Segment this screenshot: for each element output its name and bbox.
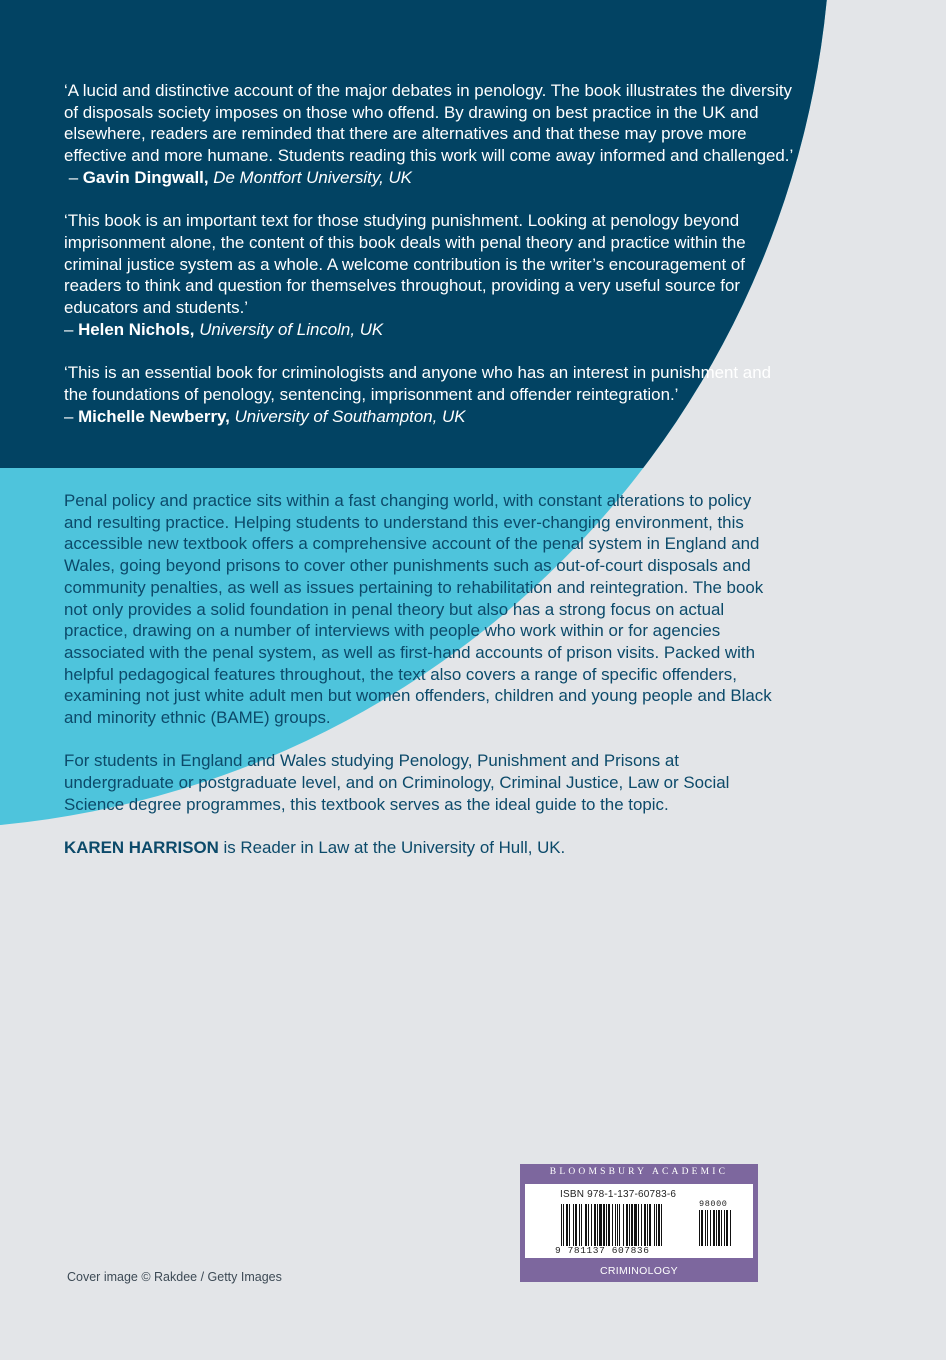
review-author: Gavin Dingwall, — [82, 167, 209, 187]
barcode-bar — [718, 1210, 720, 1246]
barcode-bar — [644, 1204, 646, 1246]
barcode-bar — [599, 1204, 602, 1246]
review-quote: ‘A lucid and distinctive account of the major debates in penology. The book illustrates the diversity of disposals society imposes on those who offend. By drawing on best practice in the UK and elsewhere, readers are reminded that there are alternatives and that these may prove more effective and more humane. Students reading this work will come away informed and challenged.’ – Gavin Dingwall, De Montfort University, UK — [64, 81, 793, 187]
isbn-label: ISBN 978-1-137-60783-6 — [560, 1189, 677, 1200]
barcode-bar — [626, 1204, 628, 1246]
book-description — [64, 490, 784, 881]
barcode-bar — [597, 1204, 598, 1246]
barcode-bar — [634, 1204, 637, 1246]
barcode-bar — [661, 1204, 662, 1246]
barcode-bar — [617, 1204, 618, 1246]
barcode-bar — [701, 1210, 703, 1246]
barcode-bar — [730, 1210, 731, 1246]
barcode-bar — [608, 1204, 610, 1246]
barcode-bar — [581, 1204, 582, 1246]
barcode-bar — [579, 1204, 580, 1246]
barcode-bar — [575, 1204, 577, 1246]
author-bio: KAREN HARRISON is Reader in Law at the University of Hull, UK. — [64, 838, 566, 858]
barcode-bar — [619, 1204, 620, 1246]
barcode-bar — [713, 1210, 715, 1246]
description-paragraph: Penal policy and practice sits within a fast changing world, with constant alterations to policy and resulting practice. Helping students to understand this ever-changing environment, this accessible new textbook offers a comprehensive account of the penal system in England and Wales, going beyond prisons to cover other punishments such as out-of-court disposals and community penalties, as well as issues pertaining to rehabilitation and reintegration. The book not only provides a solid foundation in penal theory but also has a strong focus on actual practice, drawing on a number of interviews with people who work within or for agencies associated with the penal system, as well as first-hand accounts of prison visits. Packed with helpful pedagogical features throughout, the text also covers a range of specific offenders, examining not just white adult men but women offenders, children and young people and Black and minority ethnic (BAME) groups. — [64, 491, 772, 728]
author-name: KAREN HARRISON — [64, 838, 219, 858]
audience-paragraph: For students in England and Wales studying Penology, Punishment and Prisons at undergraduate or postgraduate level, and on Criminology, Criminal Justice, Law or Social Science degree programmes, this textbook serves as the ideal guide to the topic. — [64, 751, 730, 814]
barcode-digits: 9 781137 607836 — [555, 1245, 650, 1256]
review-quote: ‘This is an essential book for criminologists and anyone who has an interest in punishment and the foundations of penology, sentencing, imprisonment and offender reintegration.’ – Michelle Newberry, University of Southampton, UK — [64, 363, 771, 426]
barcode-bar — [573, 1204, 574, 1246]
barcode-bar — [716, 1210, 717, 1246]
barcode-bar — [591, 1204, 592, 1246]
barcode-bar — [705, 1210, 706, 1246]
barcode-bar — [561, 1204, 562, 1246]
addon-digits: 98000 — [699, 1199, 728, 1209]
barcode-bar — [699, 1210, 700, 1246]
isbn-panel — [520, 1164, 758, 1282]
barcode-bar — [726, 1210, 728, 1246]
barcode-bar — [585, 1204, 587, 1246]
cover-image-credit: Cover image © Rakdee / Getty Images — [67, 1270, 282, 1284]
barcode-bar — [724, 1210, 725, 1246]
barcode-bar — [603, 1204, 605, 1246]
barcode-bar — [569, 1204, 570, 1246]
barcode-box — [525, 1184, 753, 1258]
review-affiliation: De Montfort University, UK — [213, 167, 412, 187]
barcode-bar — [654, 1204, 655, 1246]
review-affiliation: University of Southampton, UK — [234, 406, 466, 426]
barcode-bar — [638, 1204, 639, 1246]
barcode-bar — [707, 1210, 708, 1246]
review-affiliation: University of Lincoln, UK — [199, 319, 384, 339]
review-quote: ‘This book is an important text for those studying punishment. Looking at penology beyond imprisonment alone, the content of this book deals with penal theory and practice within the criminal justice system as a whole. A welcome contribution is the writer’s encouragement of readers to think and question for themselves throughout, providing a very useful source for educators and students.’ – Helen Nichols, University of Lincoln, UK — [64, 211, 746, 339]
barcode-bar — [647, 1204, 648, 1246]
barcode-bar — [623, 1204, 624, 1246]
barcode-bar — [631, 1204, 633, 1246]
barcode-bar — [658, 1204, 660, 1246]
review-author: Michelle Newberry, — [78, 406, 230, 426]
barcode-bar — [649, 1204, 651, 1246]
barcode-bar — [594, 1204, 596, 1246]
barcode-bar — [721, 1210, 722, 1246]
barcode-bar — [606, 1204, 607, 1246]
barcode-bar — [710, 1210, 711, 1246]
barcode-bar — [566, 1204, 568, 1246]
barcode-bar — [588, 1204, 589, 1246]
barcode-bar — [656, 1204, 657, 1246]
barcode-bar — [629, 1204, 630, 1246]
publisher-name: BLOOMSBURY ACADEMIC — [549, 1167, 729, 1177]
barcode-bar — [615, 1204, 616, 1246]
barcode-bar — [563, 1204, 564, 1246]
review-quotes — [64, 80, 794, 449]
review-author: Helen Nichols, — [78, 319, 195, 339]
subject-label: CRIMINOLOGY — [600, 1265, 678, 1277]
barcode-bar — [612, 1204, 613, 1246]
barcode-bar — [641, 1204, 642, 1246]
